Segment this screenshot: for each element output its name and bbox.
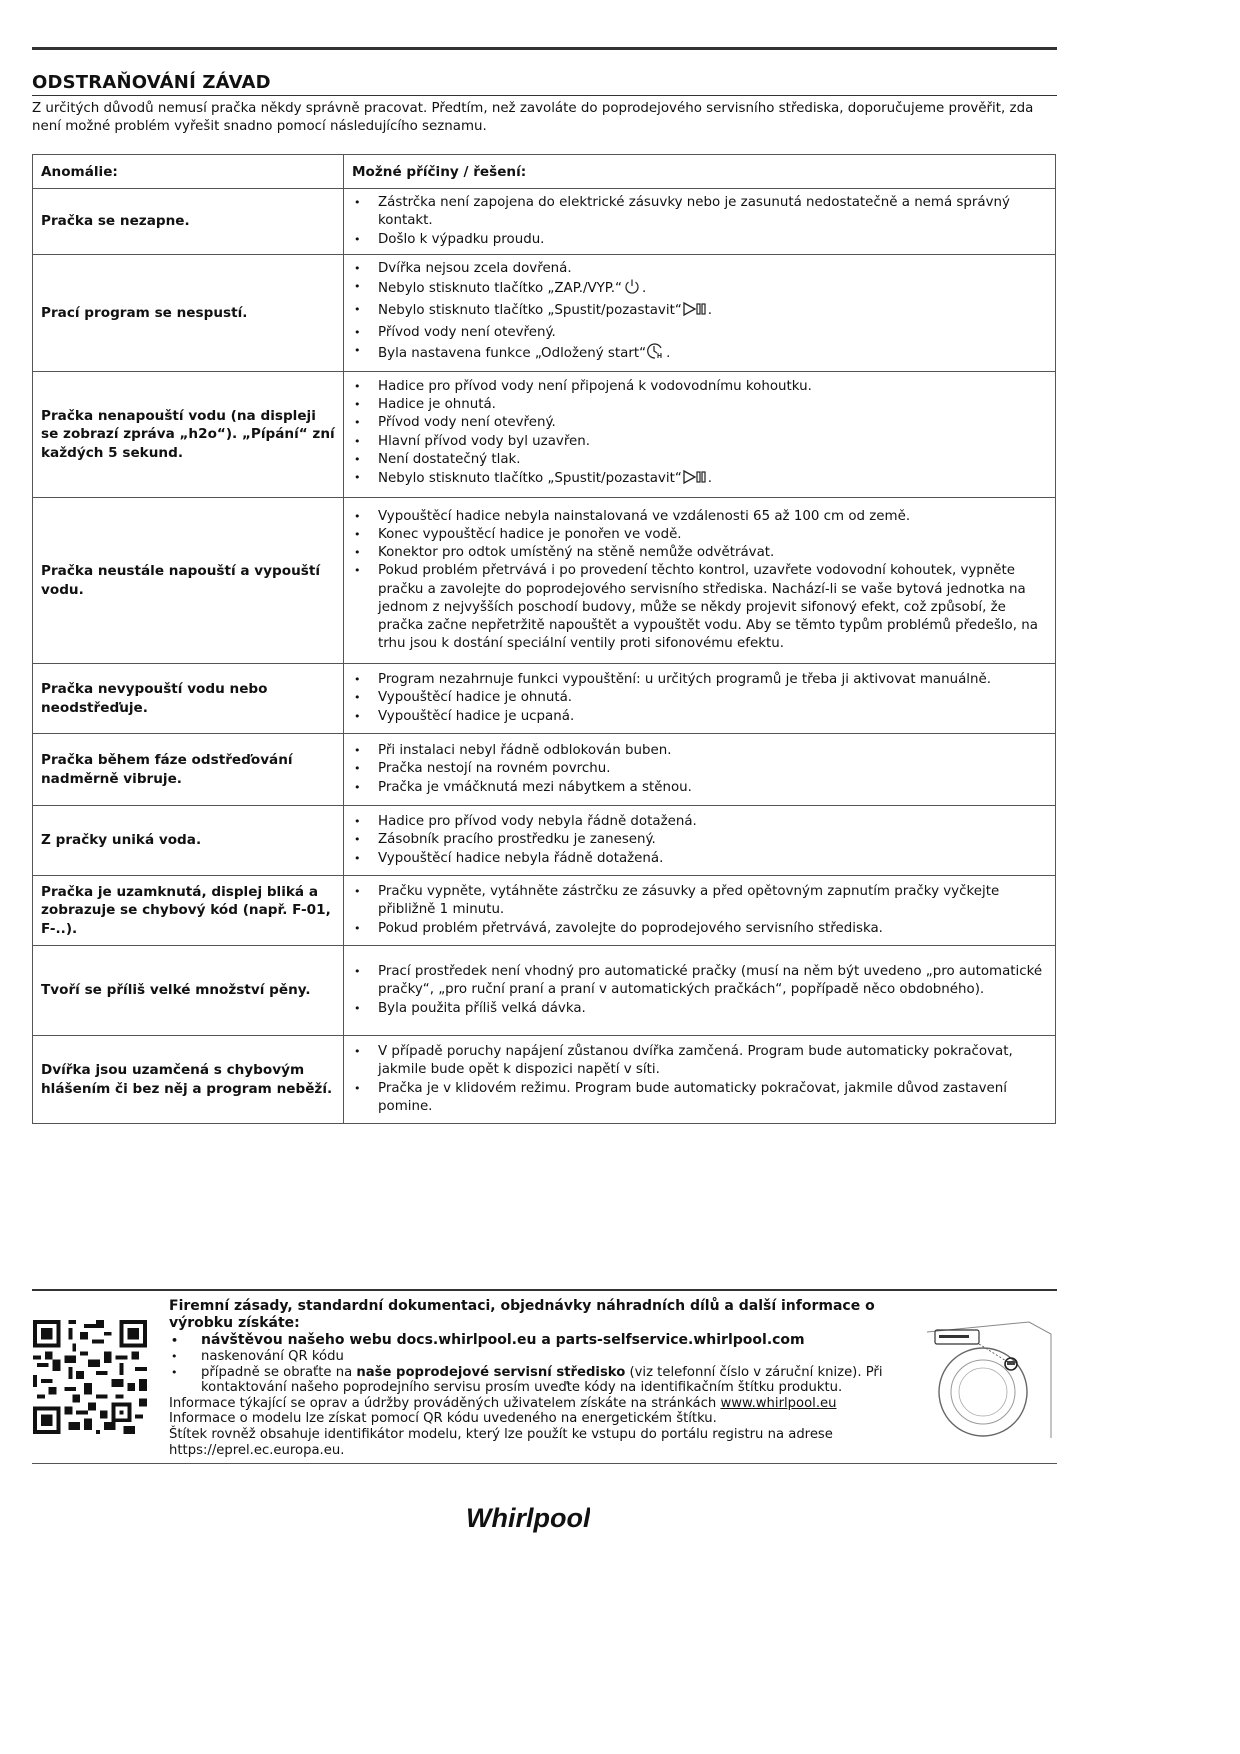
anomaly-cell: Dvířka jsou uzamčená s chybovým hlášením či bez něj a program neběží.: [33, 1036, 344, 1124]
solution-item: • Byla nastavena funkce „Odložený start“ .: [352, 342, 1047, 366]
power-icon: [622, 278, 642, 301]
anomaly-cell: Pračka je uzamknutá, displej bliká a zobrazuje se chybový kód (např. F-01, F-..).: [33, 876, 344, 946]
solutions-cell: [344, 806, 1056, 876]
solutions-cell: [344, 734, 1056, 806]
footer-item-service: [169, 1365, 899, 1396]
solutions-cell: [344, 498, 1056, 664]
footer-item-service-post: (viz telefonní číslo v záruční knize). Při kontaktování našeho poprodejního servisu prosím uveďte kódy na identifikačním štítku produktu.: [201, 1364, 883, 1396]
solution-item: • Hadice je ohnutá.: [352, 396, 1047, 414]
solution-item: • Nebylo stisknuto tlačítko „ZAP./VYP.“ .: [352, 278, 1047, 301]
table-row: [33, 189, 1056, 255]
solution-item: • Hlavní přívod vody byl uzavřen.: [352, 433, 1047, 451]
footer-item-qr: • naskenování QR kódu: [169, 1349, 899, 1365]
whirlpool-logo: [466, 1498, 590, 1538]
solution-item: • Prací prostředek není vhodný pro automatické pračky (musí na něm být uvedeno „pro automatické pračky“, „pro ruční praní a praní v automatických pračkách“, popřípadě něco obdobného).: [352, 963, 1047, 999]
solution-item: • Zásobník pracího prostředku je zanesený.: [352, 831, 1047, 849]
solution-item: • Konektor pro odtok umístěný na stěně nemůže odvětrávat.: [352, 544, 1047, 562]
anomaly-cell: Pračka nenapouští vodu (na displeji se zobrazí zpráva „h2o“). „Pípání“ zní každých 5 sekund.: [33, 372, 344, 498]
solution-item: • Vypouštěcí hadice je ucpaná.: [352, 708, 1047, 726]
whirlpool-link[interactable]: www.whirlpool.eu: [720, 1395, 837, 1411]
header-anomaly: Anomálie:: [33, 155, 344, 189]
solution-item: • Vypouštěcí hadice nebyla řádně dotažená.: [352, 850, 1047, 868]
solution-item: • Zástrčka není zapojena do elektrické zásuvky nebo je zasunutá nedostatečně a nemá správný kontakt.: [352, 194, 1047, 230]
solution-item: • Není dostatečný tlak.: [352, 451, 1047, 469]
solutions-cell: [344, 255, 1056, 372]
whirlpool-logo-text: Whirlpool: [466, 1503, 590, 1533]
solution-item: • Pračka je vmáčknutá mezi nábytkem a stěnou.: [352, 779, 1047, 797]
solution-item: • Přívod vody není otevřený.: [352, 324, 1047, 342]
intro-text: Z určitých důvodů nemusí pračka někdy správně pracovat. Předtím, než zavoláte do poprodejového servisního střediska, doporučujeme prověřit, zda není možné problém vyřešit snadno pomocí následujícího seznamu.: [32, 101, 1034, 134]
footer-heading: Firemní zásady, standardní dokumentaci, objednávky náhradních dílů a další informace o výrobku získáte:: [169, 1298, 875, 1331]
anomaly-cell: Pračka nevypouští vodu nebo neodstřeďuje.: [33, 664, 344, 734]
table-row: [33, 372, 1056, 498]
table-row: [33, 734, 1056, 806]
solution-item: • Pračka je v klidovém režimu. Program bude automaticky pokračovat, jakmile důvod zastavení pomine.: [352, 1080, 1047, 1116]
anomaly-cell: Pračka neustále napouští a vypouští vodu.: [33, 498, 344, 664]
troubleshooting-table: [32, 154, 1056, 1124]
solution-item: • Hadice pro přívod vody není připojená k vodovodnímu kohoutku.: [352, 378, 1047, 396]
footer-item-service-pre: případně se obraťte na: [201, 1364, 357, 1380]
footer-line-repair-text: Informace týkající se oprav a údržby prováděných uživatelem získáte na stránkách: [169, 1395, 721, 1411]
solutions-cell: [344, 1036, 1056, 1124]
solution-text: Nebylo stisknuto tlačítko „Spustit/pozastavit“: [378, 303, 682, 319]
footer-list: [169, 1332, 899, 1396]
footer-info: [169, 1298, 899, 1458]
footer-item-web: • návštěvou našeho webu docs.whirlpool.eu a parts-selfservice.whirlpool.com: [169, 1332, 899, 1349]
solution-item: • Hadice pro přívod vody nebyla řádně dotažená.: [352, 813, 1047, 831]
top-rule: [32, 47, 1057, 50]
table-row: [33, 498, 1056, 664]
footer-top-rule: [32, 1289, 1057, 1291]
anomaly-cell: Tvoří se příliš velké množství pěny.: [33, 946, 344, 1036]
solution-item: • Byla použita příliš velká dávka.: [352, 1000, 1047, 1018]
table-row: [33, 946, 1056, 1036]
table-header-row: [33, 155, 1056, 189]
solutions-cell: [344, 946, 1056, 1036]
anomaly-cell: Prací program se nespustí.: [33, 255, 344, 372]
solutions-cell: [344, 189, 1056, 255]
solutions-cell: [344, 664, 1056, 734]
title-underline: [32, 95, 1057, 96]
table-row: [33, 876, 1056, 946]
solution-item: • Přívod vody není otevřený.: [352, 414, 1047, 432]
footer-line-eprel: Štítek rovněž obsahuje identifikátor modelu, který lze použít ke vstupu do portálu registru na adrese https://eprel.ec.europa.eu.: [169, 1426, 833, 1458]
solution-item: • Program nezahrnuje funkci vypouštění: u určitých programů je třeba ji aktivovat manuálně.: [352, 671, 1047, 689]
solution-item: • Konec vypouštěcí hadice je ponořen ve vodě.: [352, 526, 1047, 544]
anomaly-cell: Pračka během fáze odstřeďování nadměrně vibruje.: [33, 734, 344, 806]
header-solutions: Možné příčiny / řešení:: [344, 155, 1056, 189]
footer-item-service-bold: naše poprodejové servisní středisko: [356, 1364, 626, 1380]
footer-bottom-rule: [32, 1463, 1057, 1464]
solution-item: • Pokud problém přetrvává i po provedení těchto kontrol, uzavřete vodovodní kohoutek, vypněte pračku a zavolejte do poprodejového servisního střediska. Nachází-li se vaše bytová jednotka na jednom z nejvyšších poschodí budovy, může se někdy projevit sifonový efekt, což způsobí, že pračka začne nepřetržitě napouštět a vypouštět vodu. Aby se těmto typům problémů předešlo, na trhu jsou k dostání speciální ventily proti sifonovému efektu.: [352, 562, 1047, 653]
solution-item: • Pračka nestojí na rovném povrchu.: [352, 760, 1047, 778]
table-row: [33, 664, 1056, 734]
footer-line-repair: [169, 1396, 899, 1412]
qr-code[interactable]: [33, 1320, 147, 1434]
solution-item: • Vypouštěcí hadice nebyla nainstalovaná ve vzdálenosti 65 až 100 cm od země.: [352, 508, 1047, 526]
start-pause-icon: [682, 469, 708, 491]
solution-item: • Nebylo stisknuto tlačítko „Spustit/pozastavit“ .: [352, 469, 1047, 491]
table-row: [33, 1036, 1056, 1124]
solutions-cell: [344, 876, 1056, 946]
solution-item: • Došlo k výpadku proudu.: [352, 231, 1047, 249]
table-row: [33, 255, 1056, 372]
page-title: ODSTRAŇOVÁNÍ ZÁVAD: [32, 72, 271, 93]
footer-line-model: Informace o modelu lze získat pomocí QR kódu uvedeného na energetickém štítku.: [169, 1411, 717, 1427]
washer-label-illustration: [925, 1320, 1057, 1438]
solution-text: Nebylo stisknuto tlačítko „Spustit/pozastavit“: [378, 470, 682, 486]
solution-item: • Dvířka nejsou zcela dovřená.: [352, 260, 1047, 278]
anomaly-cell: Z pračky uniká voda.: [33, 806, 344, 876]
solution-item: • Pračku vypněte, vytáhněte zástrčku ze zásuvky a před opětovným zapnutím pračky vyčkejte přibližně 1 minutu.: [352, 883, 1047, 919]
solutions-cell: [344, 372, 1056, 498]
start-pause-icon: [682, 301, 708, 323]
anomaly-cell: Pračka se nezapne.: [33, 189, 344, 255]
solution-text: Byla nastavena funkce „Odložený start“: [378, 345, 647, 361]
solution-item: • Vypouštěcí hadice je ohnutá.: [352, 689, 1047, 707]
solution-item: • V případě poruchy napájení zůstanou dvířka zamčená. Program bude automaticky pokračovat, jakmile bude opět k dispozici napětí v síti.: [352, 1043, 1047, 1079]
solution-item: • Při instalaci nebyl řádně odblokován buben.: [352, 742, 1047, 760]
solution-item: • Nebylo stisknuto tlačítko „Spustit/pozastavit“ .: [352, 301, 1047, 323]
solution-text: Nebylo stisknuto tlačítko „ZAP./VYP.“: [378, 281, 622, 297]
table-row: [33, 806, 1056, 876]
delay-start-icon: [646, 342, 666, 366]
solution-item: • Pokud problém přetrvává, zavolejte do poprodejového servisního střediska.: [352, 920, 1047, 938]
